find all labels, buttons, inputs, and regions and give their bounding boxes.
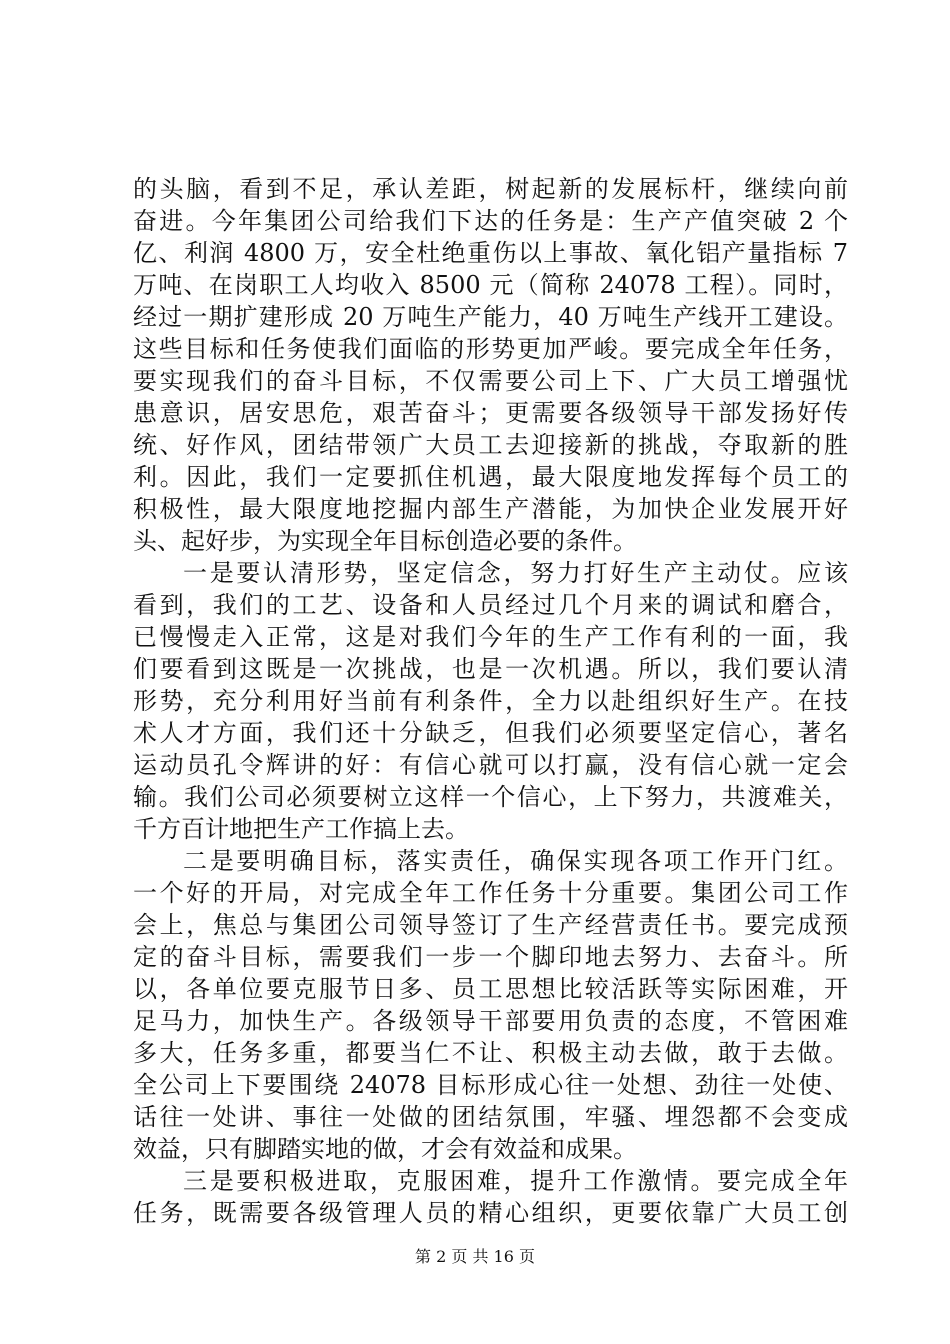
text-line: 形势，充分利用好当前有利条件，全力以赴组织好生产。在技 [133, 687, 848, 715]
text-line: 已慢慢走入正常，这是对我们今年的生产工作有利的一面，我 [133, 623, 848, 651]
text-line: 任务，既需要各级管理人员的精心组织，更要依靠广大员工创 [133, 1199, 848, 1227]
text-line: 看到，我们的工艺、设备和人员经过几个月来的调试和磨合， [133, 591, 848, 619]
text-line: 定的奋斗目标，需要我们一步一个脚印地去努力、去奋斗。所 [133, 943, 848, 971]
text-line: 一个好的开局，对完成全年工作任务十分重要。集团公司工作 [133, 879, 848, 907]
text-line: 患意识，居安思危，艰苦奋斗；更需要各级领导干部发扬好传 [133, 399, 848, 427]
text-line: 积极性，最大限度地挖掘内部生产潜能，为加快企业发展开好 [133, 495, 848, 523]
text-line: 运动员孔令辉讲的好：有信心就可以打赢，没有信心就一定会 [133, 751, 848, 779]
text-line: 千方百计地把生产工作搞上去。 [133, 815, 469, 843]
text-line: 们要看到这既是一次挑战，也是一次机遇。所以，我们要认清 [133, 655, 848, 683]
text-line: 这些目标和任务使我们面临的形势更加严峻。要完成全年任务， [133, 335, 848, 363]
text-line: 经过一期扩建形成 20 万吨生产能力，40 万吨生产线开工建设。 [133, 303, 848, 331]
text-line: 的头脑，看到不足，承认差距，树起新的发展标杆，继续向前 [133, 175, 848, 203]
text-line: 要实现我们的奋斗目标，不仅需要公司上下、广大员工增强忧 [133, 367, 848, 395]
paragraph-first-line: 二是要明确目标，落实责任，确保实现各项工作开门红。 [183, 847, 848, 875]
text-line: 亿、利润 4800 万，安全杜绝重伤以上事故、氧化铝产量指标 7 [133, 239, 848, 267]
text-line: 万吨、在岗职工人均收入 8500 元（简称 24078 工程）。同时， [133, 271, 848, 299]
text-line: 话往一处讲、事往一处做的团结氛围，牢骚、埋怨都不会变成 [133, 1103, 848, 1131]
text-line: 全公司上下要围绕 24078 目标形成心往一处想、劲往一处使、 [133, 1071, 848, 1099]
text-line: 统、好作风，团结带领广大员工去迎接新的挑战，夺取新的胜 [133, 431, 848, 459]
text-line: 足马力，加快生产。各级领导干部要用负责的态度，不管困难 [133, 1007, 848, 1035]
text-line: 术人才方面，我们还十分缺乏，但我们必须要坚定信心，著名 [133, 719, 848, 747]
text-line: 会上，焦总与集团公司领导签订了生产经营责任书。要完成预 [133, 911, 848, 939]
body-text [133, 173, 848, 1229]
text-line: 多大，任务多重，都要当仁不让、积极主动去做，敢于去做。 [133, 1039, 848, 1067]
paragraph-first-line: 一是要认清形势，坚定信念，努力打好生产主动仗。应该 [183, 559, 848, 587]
text-line: 奋进。今年集团公司给我们下达的任务是：生产产值突破 2 个 [133, 207, 848, 235]
page-footer: 第 2 页 共 16 页 [415, 1247, 535, 1266]
paragraph-first-line: 三是要积极进取，克服困难，提升工作激情。要完成全年 [183, 1167, 848, 1195]
text-line: 头、起好步，为实现全年目标创造必要的条件。 [133, 527, 637, 555]
text-line: 利。因此，我们一定要抓住机遇，最大限度地发挥每个员工的 [133, 463, 848, 491]
text-line: 效益，只有脚踏实地的做，才会有效益和成果。 [133, 1135, 637, 1163]
text-line: 以，各单位要克服节日多、员工思想比较活跃等实际困难，开 [133, 975, 848, 1003]
text-line: 输。我们公司必须要树立这样一个信心，上下努力，共渡难关， [133, 783, 848, 811]
